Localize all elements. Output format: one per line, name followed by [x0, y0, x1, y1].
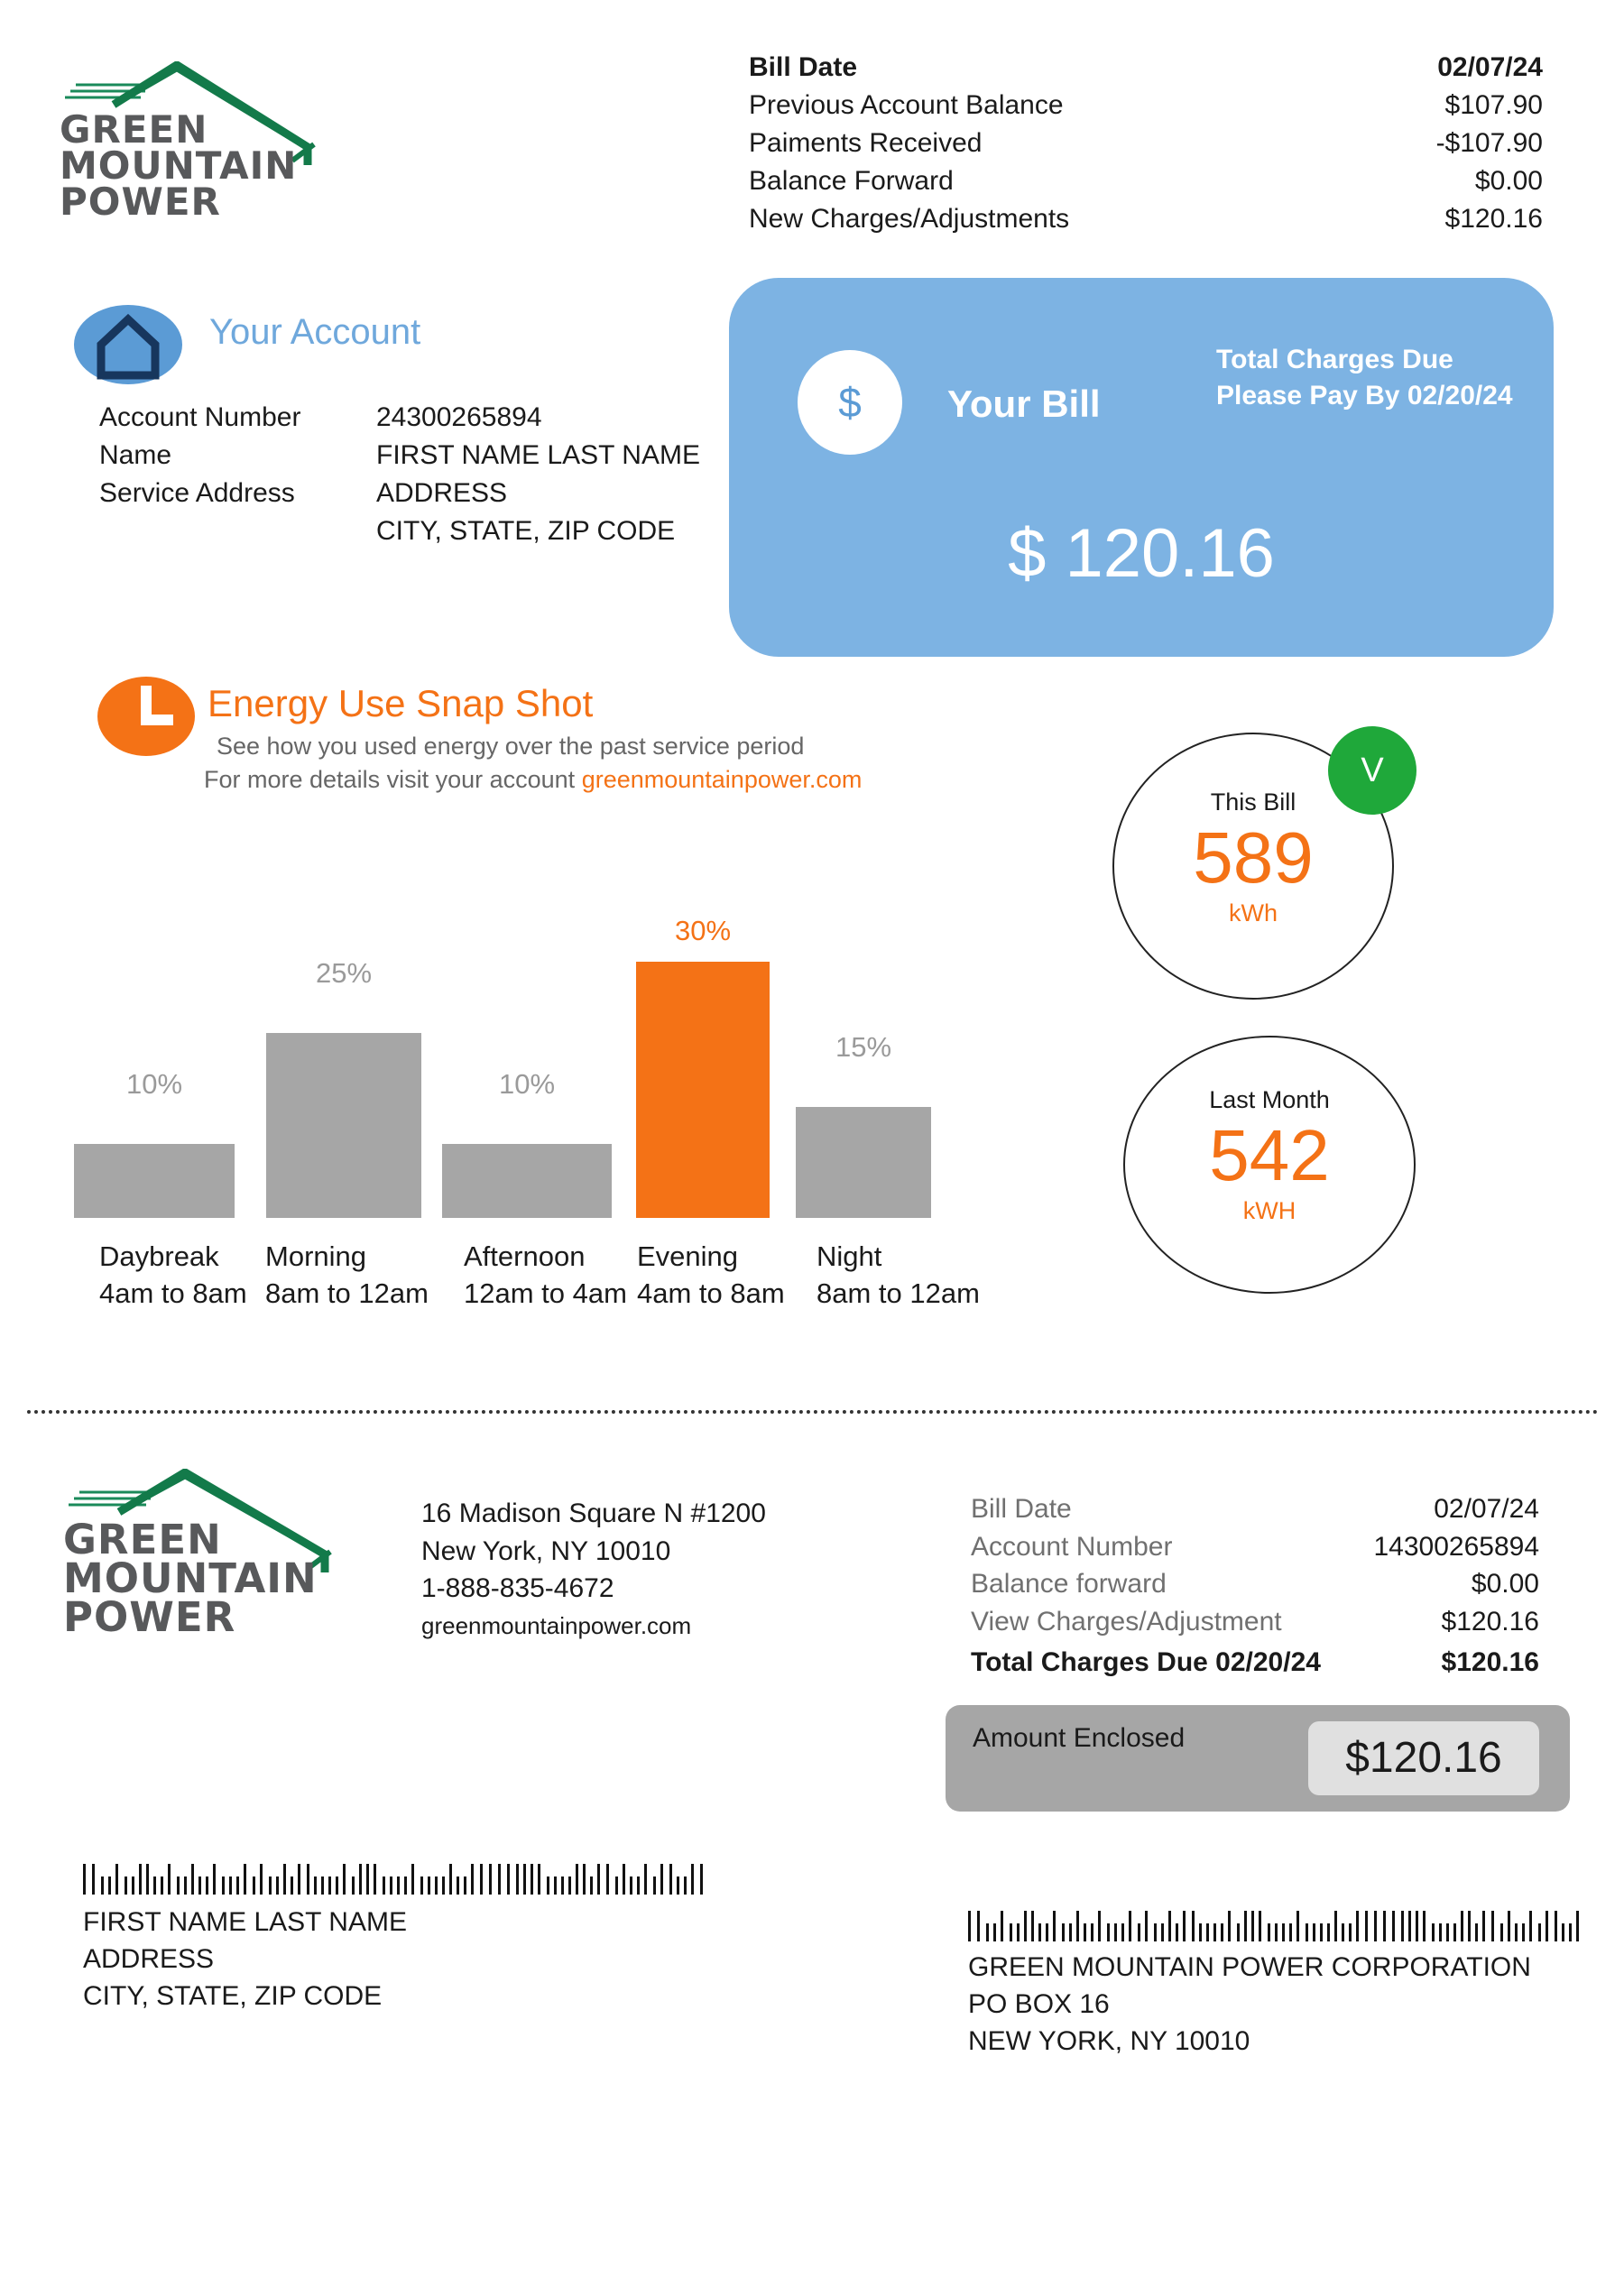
last-month-label: Last Month — [1209, 1086, 1330, 1113]
your-bill-title: Your Bill — [947, 383, 1101, 425]
last-month-usage — [1123, 1036, 1416, 1294]
stub-row: Bill Date 02/07/24 — [971, 1494, 1539, 1524]
bar-morning — [266, 1033, 421, 1218]
category-time-range: 4am to 8am — [637, 1277, 785, 1309]
bar-value-label: 10% — [498, 1068, 556, 1100]
bar-afternoon — [442, 1144, 612, 1218]
amount-enclosed-box — [946, 1705, 1570, 1812]
stub-row: View Charges/Adjustment $120.16 — [971, 1606, 1539, 1637]
company-address — [421, 1495, 766, 1645]
summary-row: Previous Account Balance $107.90 — [749, 90, 1543, 120]
stub-logo-line-power: POWER — [63, 1592, 236, 1641]
stub-logo-line-green: GREEN — [63, 1516, 222, 1563]
bar-value-label: 30% — [674, 915, 732, 946]
bar-value-label: 15% — [835, 1031, 892, 1063]
bar-category-label — [265, 1238, 429, 1312]
summary-row: Balance Forward $0.00 — [749, 166, 1543, 196]
company-phone: 1-888-835-4672 — [421, 1573, 614, 1603]
logo-line-green: GREEN — [60, 107, 208, 152]
company-city: New York, NY 10010 — [421, 1535, 671, 1566]
category-name: Daybreak — [99, 1240, 219, 1272]
account-row: Name FIRST NAME LAST NAME — [99, 440, 700, 470]
remit-mailing-address — [968, 1949, 1531, 2060]
company-street: 16 Madison Square N #1200 — [421, 1498, 766, 1528]
clock-icon — [97, 673, 198, 760]
this-bill-label: This Bill — [1210, 788, 1296, 816]
summary-row: Paiments Received -$107.90 — [749, 128, 1543, 158]
customer-address: ADDRESS — [83, 1944, 215, 1974]
summary-row: Bill Date 02/07/24 — [749, 52, 1543, 82]
this-bill-kwh: 589 — [1193, 817, 1314, 898]
bill-summary — [749, 49, 1543, 238]
bar-evening — [636, 962, 770, 1218]
customer-mailing-address — [83, 1904, 407, 2015]
summary-row: New Charges/Adjustments $120.16 — [749, 204, 1543, 234]
snapshot-subtitle: See how you used energy over the past service period — [217, 733, 805, 760]
bar-category-label — [637, 1238, 785, 1312]
account-row: Service Address ADDRESS — [99, 478, 508, 508]
your-bill-card — [729, 278, 1554, 657]
stub-row: Balance forward $0.00 — [971, 1569, 1539, 1599]
company-website[interactable]: greenmountainpower.com — [421, 1611, 692, 1639]
category-time-range: 8am to 12am — [265, 1277, 429, 1309]
account-row: Account Number 24300265894 — [99, 402, 542, 432]
stub-total-row: Total Charges Due 02/20/24 $120.16 — [971, 1647, 1539, 1677]
snapshot-title: Energy Use Snap Shot — [208, 682, 594, 724]
remit-barcode — [968, 1909, 1582, 1945]
account-row: CITY, STATE, ZIP CODE — [376, 516, 676, 546]
last-month-kwh: 542 — [1209, 1115, 1330, 1195]
bar-category-label — [817, 1238, 980, 1312]
total-due-label: Total Charges Due — [1216, 345, 1453, 374]
company-logo — [60, 61, 330, 224]
remit-pobox: PO BOX 16 — [968, 1989, 1110, 2019]
check-badge: V — [1328, 726, 1416, 815]
category-time-range: 4am to 8am — [99, 1277, 247, 1309]
category-name: Morning — [265, 1240, 366, 1272]
this-bill-unit: kWh — [1229, 899, 1278, 927]
account-link[interactable]: greenmountainpower.com — [581, 766, 863, 793]
customer-barcode — [83, 1862, 709, 1898]
category-name: Evening — [637, 1240, 739, 1272]
category-name: Afternoon — [464, 1240, 586, 1272]
category-name: Night — [817, 1240, 882, 1272]
snapshot-header — [97, 673, 1000, 793]
bar-category-label — [464, 1238, 627, 1312]
stub-row: Account Number 14300265894 — [971, 1531, 1539, 1562]
stub-company-logo — [63, 1469, 352, 1640]
customer-city: CITY, STATE, ZIP CODE — [83, 1981, 383, 2011]
bar-value-label: 10% — [125, 1068, 183, 1100]
dollar-icon: $ — [798, 350, 902, 455]
remit-city: NEW YORK, NY 10010 — [968, 2026, 1250, 2056]
logo-line-mountain: MOUNTAIN — [60, 143, 298, 188]
snapshot-details-text: For more details visit your account — [204, 766, 576, 793]
bill-amount: $ 120.16 — [1008, 515, 1275, 592]
pay-by-date: Please Pay By 02/20/24 — [1216, 381, 1513, 410]
stub-summary — [971, 1490, 1539, 1682]
last-month-unit: kWH — [1242, 1197, 1296, 1224]
remit-name: GREEN MOUNTAIN POWER CORPORATION — [968, 1952, 1531, 1982]
energy-bar-chart — [0, 893, 1010, 1317]
house-icon — [74, 298, 182, 388]
bar-value-label: 25% — [315, 957, 373, 989]
bar-category-label — [99, 1238, 247, 1312]
logo-line-power: POWER — [60, 179, 221, 224]
bar-daybreak — [74, 1144, 235, 1218]
customer-name: FIRST NAME LAST NAME — [83, 1907, 407, 1937]
category-time-range: 8am to 12am — [817, 1277, 980, 1309]
account-title: Your Account — [209, 312, 421, 352]
amount-enclosed-field[interactable]: $120.16 — [1308, 1721, 1539, 1795]
category-time-range: 12am to 4am — [464, 1277, 627, 1309]
amount-enclosed-label: Amount Enclosed — [973, 1723, 1186, 1753]
bar-night — [796, 1107, 931, 1218]
tear-off-line — [27, 1410, 1599, 1414]
stub-logo-line-mountain: MOUNTAIN — [63, 1554, 318, 1602]
